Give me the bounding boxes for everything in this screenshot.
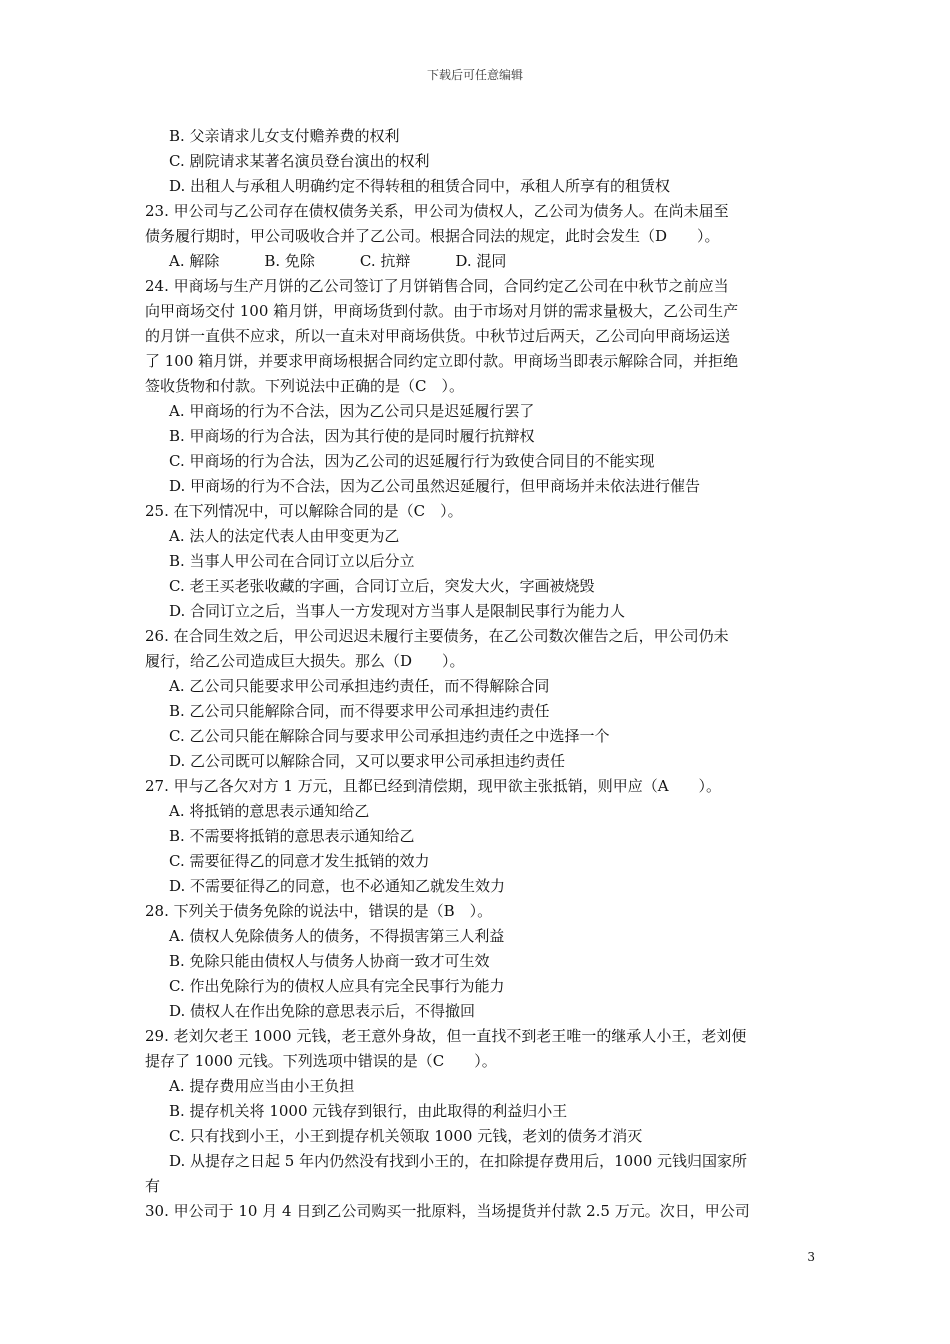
- answer-option-line: D. 债权人在作出免除的意思表示后，不得撤回: [169, 1002, 476, 1020]
- question-text-line: 26. 在合同生效之后，甲公司迟迟未履行主要债务，在乙公司数次催告之后，甲公司仍未: [145, 627, 729, 645]
- answer-option-line: C. 剧院请求某著名演员登台演出的权利: [169, 152, 430, 170]
- question-text-line: 的月饼一直供不应求，所以一直未对甲商场供货。中秋节过后两天，乙公司向甲商场运送: [145, 327, 731, 345]
- question-text-line: 23. 甲公司与乙公司存在债权债务关系，甲公司为债权人，乙公司为债务人。在尚未届至: [145, 202, 729, 220]
- answer-option-line: B. 甲商场的行为合法，因为其行使的是同时履行抗辩权: [169, 427, 535, 445]
- answer-option-line: C. 只有找到小王，小王到提存机关领取 1000 元钱，老刘的债务才消灭: [169, 1127, 643, 1145]
- answer-option-line: D. 出租人与承租人明确约定不得转租的租赁合同中，承租人所享有的租赁权: [169, 177, 671, 195]
- answer-option-line: C. 需要征得乙的同意才发生抵销的效力: [169, 852, 430, 870]
- answer-option-line: A. 甲商场的行为不合法，因为乙公司只是迟延履行罢了: [169, 402, 535, 420]
- answer-option-line: A. 乙公司只能要求甲公司承担违约责任，而不得解除合同: [169, 677, 550, 695]
- page-number: 3: [807, 1250, 815, 1264]
- question-text-line: 提存了 1000 元钱。下列选项中错误的是（C ）。: [145, 1052, 497, 1070]
- question-text-line: 向甲商场交付 100 箱月饼，甲商场货到付款。由于市场对月饼的需求量极大，乙公司生产: [145, 302, 739, 320]
- question-text-line: 了 100 箱月饼，并要求甲商场根据合同约定立即付款。甲商场当即表示解除合同，并拒绝: [145, 352, 739, 370]
- answer-option-line: D. 乙公司既可以解除合同，又可以要求甲公司承担违约责任: [169, 752, 566, 770]
- question-text-line: 27. 甲与乙各欠对方 1 万元，且都已经到清偿期，现甲欲主张抵销，则甲应（A ）。: [145, 777, 722, 795]
- question-text-line: 履行，给乙公司造成巨大损失。那么（D ）。: [145, 652, 465, 670]
- answer-option-line: B. 当事人甲公司在合同订立以后分立: [169, 552, 415, 570]
- answer-option-line: B. 不需要将抵销的意思表示通知给乙: [169, 827, 415, 845]
- answer-option-line: B. 提存机关将 1000 元钱存到银行，由此取得的利益归小王: [169, 1102, 568, 1120]
- question-text-line: 28. 下列关于债务免除的说法中，错误的是（B ）。: [145, 902, 493, 920]
- question-text-line: 签收货物和付款。下列说法中正确的是（C ）。: [145, 377, 464, 395]
- answer-option-line: A. 法人的法定代表人由甲变更为乙: [169, 527, 400, 545]
- answer-option-line: D. 合同订立之后，当事人一方发现对方当事人是限制民事行为能力人: [169, 602, 626, 620]
- question-text-line: 债务履行期时，甲公司吸收合并了乙公司。根据合同法的规定，此时会发生（D ）。: [145, 227, 720, 245]
- page-header: 下载后可任意编辑: [426, 68, 523, 82]
- answer-option-line: A. 解除 B. 免除 C. 抗辩 D. 混同: [169, 252, 507, 270]
- question-text-line: 29. 老刘欠老王 1000 元钱，老王意外身故，但一直找不到老王唯一的继承人小王，老刘便: [145, 1027, 747, 1045]
- answer-option-line: D. 从提存之日起 5 年内仍然没有找到小王的，在扣除提存费用后，1000 元钱归国家所: [169, 1152, 748, 1170]
- question-text-line: 有: [145, 1177, 161, 1195]
- answer-option-line: B. 免除只能由债权人与债务人协商一致才可生效: [169, 952, 490, 970]
- answer-option-line: A. 债权人免除债务人的债务，不得损害第三人利益: [169, 927, 505, 945]
- question-text-line: 30. 甲公司于 10 月 4 日到乙公司购买一批原料，当场提货并付款 2.5 万元。次日，甲公司: [145, 1202, 750, 1220]
- answer-option-line: A. 提存费用应当由小王负担: [169, 1077, 355, 1095]
- answer-option-line: B. 乙公司只能解除合同，而不得要求甲公司承担违约责任: [169, 702, 550, 720]
- answer-option-line: C. 乙公司只能在解除合同与要求甲公司承担违约责任之中选择一个: [169, 727, 610, 745]
- answer-option-line: C. 甲商场的行为合法，因为乙公司的迟延履行行为致使合同目的不能实现: [169, 452, 655, 470]
- answer-option-line: C. 老王买老张收藏的字画，合同订立后，突发大火，字画被烧毁: [169, 577, 595, 595]
- question-text-line: 24. 甲商场与生产月饼的乙公司签订了月饼销售合同，合同约定乙公司在中秋节之前应当: [145, 277, 729, 295]
- answer-option-line: B. 父亲请求儿女支付赡养费的权利: [169, 127, 400, 145]
- question-text-line: 25. 在下列情况中，可以解除合同的是（C ）。: [145, 502, 463, 520]
- answer-option-line: D. 不需要征得乙的同意，也不必通知乙就发生效力: [169, 877, 506, 895]
- answer-option-line: A. 将抵销的意思表示通知给乙: [169, 802, 370, 820]
- document-body: [145, 124, 810, 1224]
- answer-option-line: D. 甲商场的行为不合法，因为乙公司虽然迟延履行，但甲商场并未依法进行催告: [169, 477, 701, 495]
- answer-option-line: C. 作出免除行为的债权人应具有完全民事行为能力: [169, 977, 505, 995]
